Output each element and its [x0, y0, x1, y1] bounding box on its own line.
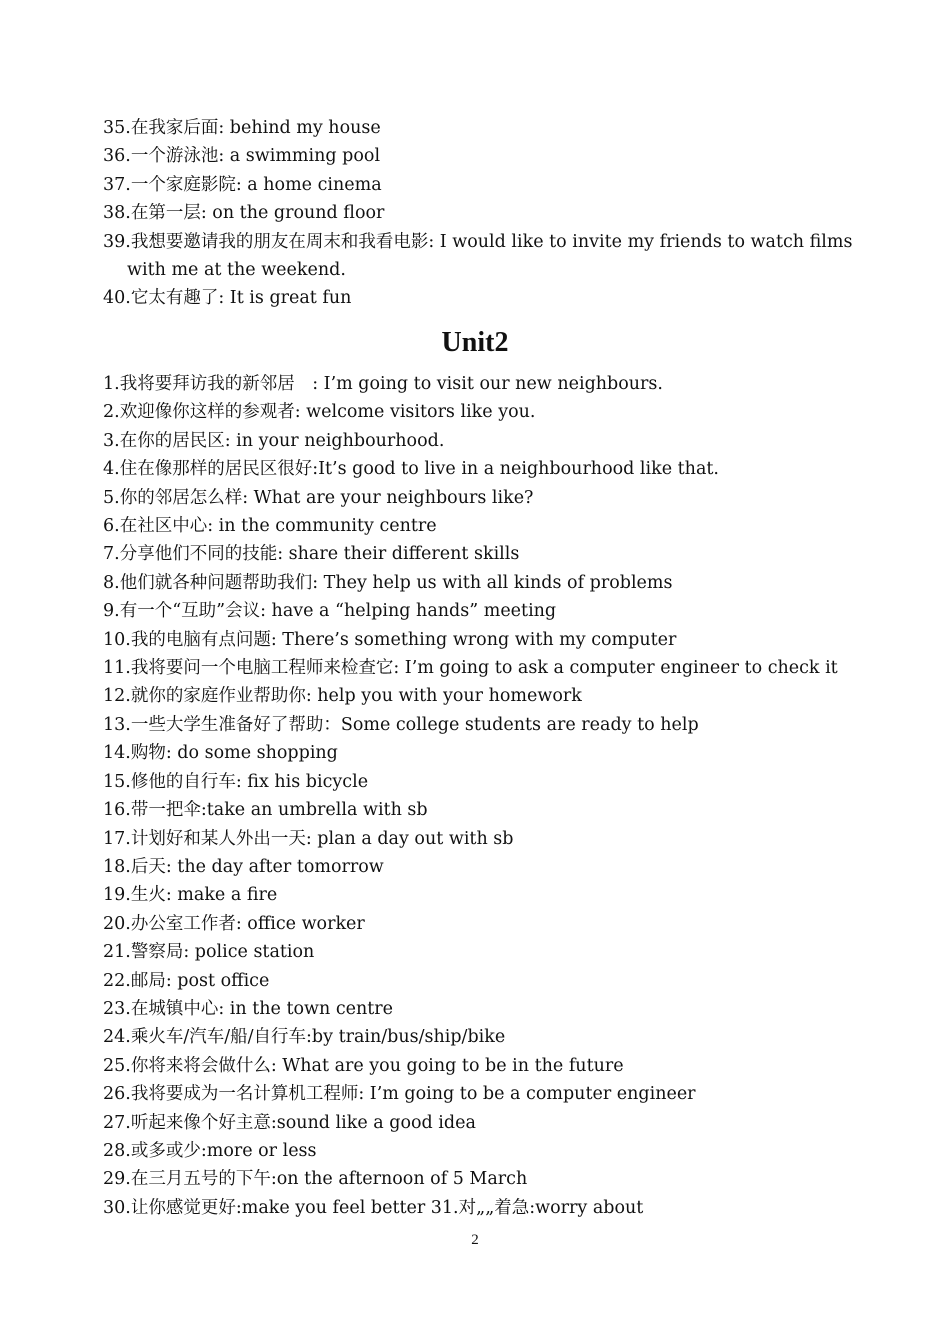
list-item: 37.一个家庭影院: a home cinema [103, 174, 382, 195]
list-item: 16.带一把伞:take an umbrella with sb [103, 800, 428, 821]
list-item: 7.分享他们不同的技能: share their different skills [103, 544, 520, 565]
list-item: 14.购物: do some shopping [103, 743, 338, 764]
list-item: 12.就你的家庭作业帮助你: help you with your homework [103, 686, 582, 707]
list-item: 9.有一个“互助”会议: have a “helping hands” meeting [103, 601, 557, 622]
list-item: 3.在你的居民区: in your neighbourhood. [103, 430, 445, 451]
list-item: 2.欢迎像你这样的参观者: welcome visitors like you. [103, 402, 536, 423]
list-item: 28.或多或少:more or less [103, 1140, 317, 1161]
list-item: 27.听起来像个好主意:sound like a good idea [103, 1112, 476, 1133]
list-item: 25.你将来将会做什么: What are you going to be in the future [103, 1055, 624, 1076]
list-item: 26.我将要成为一名计算机工程师: I’m going to be a computer engineer [103, 1084, 696, 1105]
list-item-continuation: with me at the weekend. [127, 260, 346, 281]
list-item: 22.邮局: post office [103, 970, 270, 991]
list-item: 40.它太有趣了: It is great fun [103, 288, 352, 309]
previous-unit-list [103, 114, 853, 313]
list-item: 35.在我家后面: behind my house [103, 118, 381, 138]
unit2-phrase-list [103, 370, 843, 1222]
list-item: 15.修他的自行车: fix his bicycle [103, 771, 369, 792]
list-item: 20.办公室工作者: office worker [103, 913, 365, 934]
list-item: 6.在社区中心: in the community centre [103, 516, 437, 537]
unit-heading: Unit2 [441, 327, 509, 358]
list-item: 5.你的邻居怎么样: What are your neighbours like? [103, 487, 534, 508]
list-item: 13.一些大学生准备好了帮助：Some college students are ready to help [103, 714, 699, 735]
list-item: 29.在三月五号的下午:on the afternoon of 5 March [103, 1169, 528, 1190]
list-item: 11.我将要问一个电脑工程师来检查它: I’m going to ask a computer engineer to check it [103, 658, 838, 679]
list-item: 10.我的电脑有点问题: There’s something wrong with my computer [103, 629, 677, 650]
list-item: 39.我想要邀请我的朋友在周末和我看电影: I would like to invite my friends to watch films [103, 231, 853, 252]
list-item: 21.警察局: police station [103, 942, 315, 963]
list-item: 30.让你感觉更好:make you feel better 31.对„„着急:worry about [103, 1197, 644, 1218]
list-item: 38.在第一层: on the ground floor [103, 203, 385, 224]
list-item: 23.在城镇中心: in the town centre [103, 998, 394, 1019]
list-item: 8.他们就各种问题帮助我们: They help us with all kinds of problems [103, 572, 673, 593]
list-item: 18.后天: the day after tomorrow [103, 856, 384, 877]
list-item: 1.我将要拜访我的新邻居 : I’m going to visit our new neighbours. [103, 374, 663, 394]
list-item: 17.计划好和某人外出一天: plan a day out with sb [103, 828, 514, 849]
list-item: 4.住在像那样的居民区很好:It’s good to live in a neighbourhood like that. [103, 459, 719, 480]
page-number: 2 [471, 1232, 479, 1248]
list-item: 19.生火: make a fire [103, 885, 278, 906]
list-item: 36.一个游泳池: a swimming pool [103, 146, 381, 167]
list-item: 24.乘火车/汽车/船/自行车:by train/bus/ship/bike [103, 1027, 506, 1048]
